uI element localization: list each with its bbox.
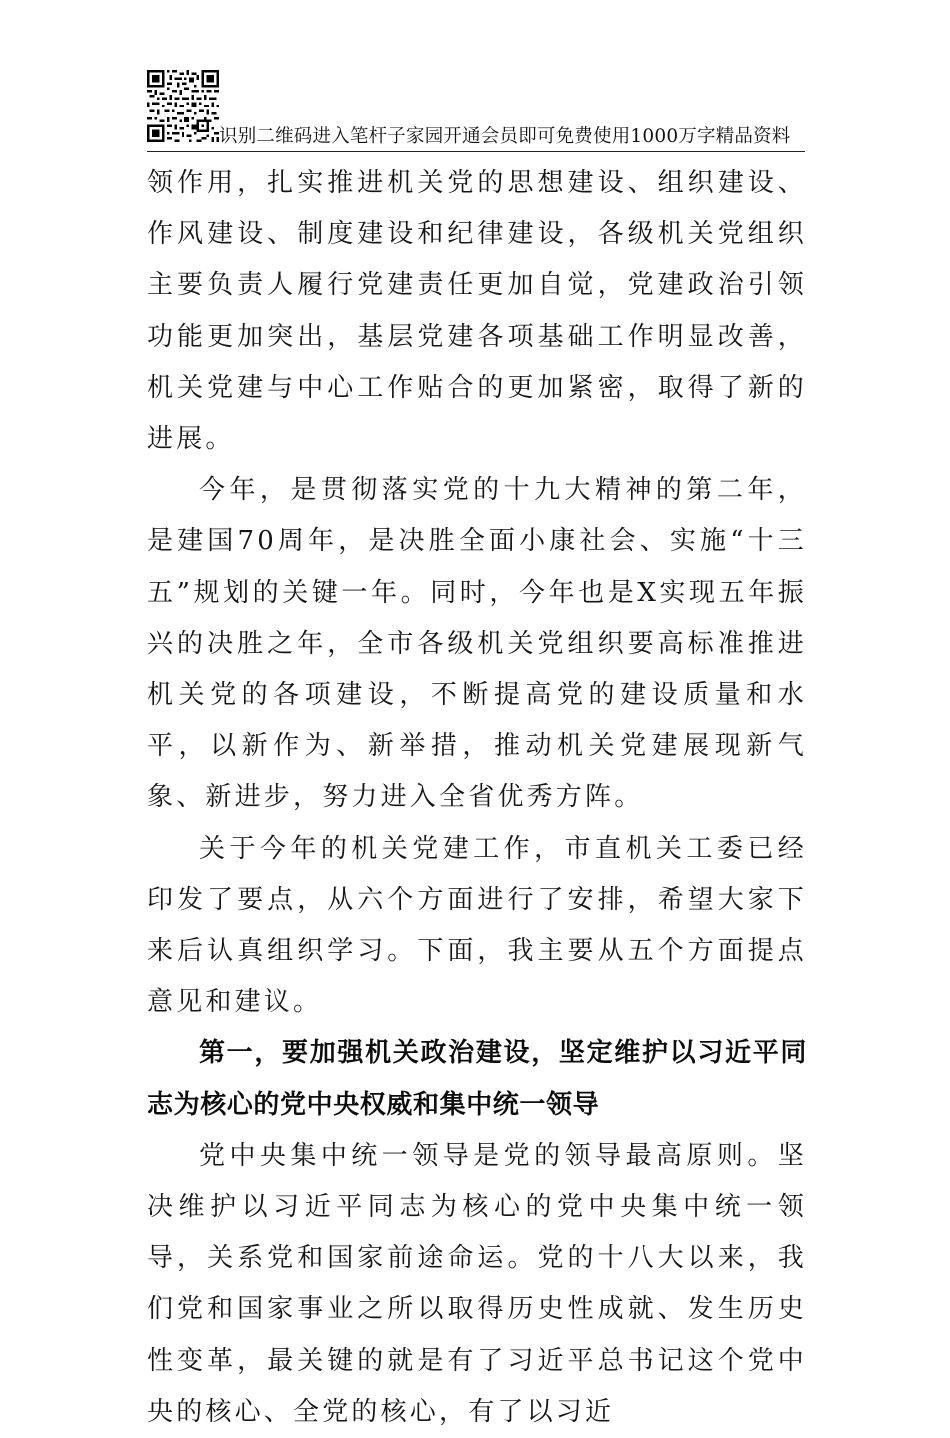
header-banner-text: 识别二维码进入笔杆子家园开通会员即可免费使用1000万字精品资料 <box>219 126 791 147</box>
qr-code-icon <box>147 70 219 142</box>
section-heading-first: 第一，要加强机关政治建设，坚定维护以习近平同志为核心的党中央权威和集中统一领导 <box>147 1038 807 1120</box>
paragraph-continuation: 领作用，扎实推进机关党的思想建设、组织建设、作风建设、制度建设和纪律建设，各级机关党组织主要负责人履行党建责任更加自觉，党建政治引领功能更加突出，基层党建各项基础工作明显改善，机关党建与中心工作贴合的更加紧密，取得了新的进展。 <box>147 168 807 455</box>
paragraph-work-points: 关于今年的机关党建工作，市直机关工委已经印发了要点，从六个方面进行了安排，希望大家下来后认真组织学习。下面，我主要从五个方面提点意见和建议。 <box>147 833 807 1018</box>
paragraph-central-leadership: 党中央集中统一领导是党的领导最高原则。坚决维护以习近平同志为核心的党中央集中统一领导，关系党和国家前途命运。党的十八大以来，我们党和国家事业之所以取得历史性成就、发生历史性变革，最关键的就是有了习近平总书记这个党中央的核心、全党的核心，有了以习近 <box>147 1140 807 1427</box>
paragraph-this-year: 今年，是贯彻落实党的十九大精神的第二年，是建国70周年，是决胜全面小康社会、实施“十三五”规划的关键一年。同时，今年也是X实现五年振兴的决胜之年，全市各级机关党组织要高标准推进机关党的各项建设，不断提高党的建设质量和水平，以新作为、新举措，推动机关党建展现新气象、新进步，努力进入全省优秀方阵。 <box>147 475 807 813</box>
header-divider <box>147 151 805 152</box>
document-body <box>147 158 807 1438</box>
